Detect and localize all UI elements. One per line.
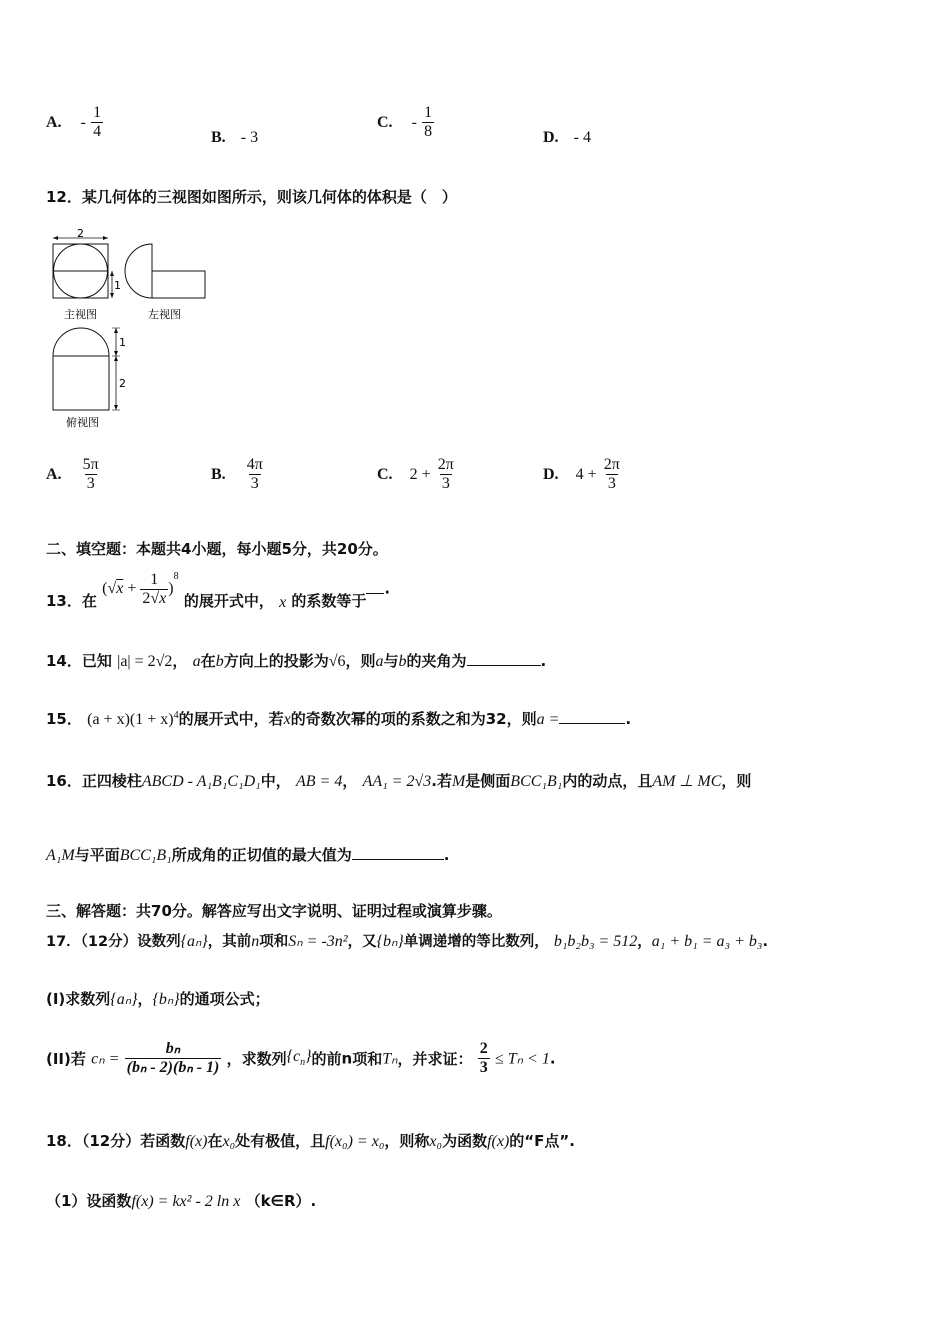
fraction: $\frac{2\pi}{3}$ [603,456,620,492]
dim-top-arc: 1 [119,336,126,349]
cn-fraction: $\frac{\text{bₙ}}{\text{(bₙ - 2)(bₙ - 1)}}$ [126,1040,220,1076]
fraction: $\frac{2\pi}{3}$ [437,456,454,492]
fraction: $\frac{5\pi}{3}$ [82,456,99,492]
q12-stem: 12．某几何体的三视图如图所示，则该几何体的体积是（ ） [46,188,457,206]
q11-option-b: B. - 3 [211,129,259,146]
vector-a-norm: |a| = 2√2 [117,653,173,670]
front-view [53,227,121,298]
q12-option-d: D. 4 + $\frac{2\pi}{3}$ [543,456,620,492]
top-view-label: 俯视图 [66,416,99,429]
q12-option-b: B. $\frac{4\pi}{3}$ [211,456,263,492]
ineq-fraction: $\frac{2}{3}$ [479,1040,488,1076]
section-3-heading: 三、解答题：共70分。解答应写出文字说明、证明过程或演算步骤。 [46,902,502,920]
fraction: $\frac{4\pi}{3}$ [246,456,263,492]
q17-part2: (II)若 cₙ = $\frac{\text{bₙ}}{\text{(bₙ - 2)(bₙ - 1)}}$ ，求数列$\{c_n\}$的前n项和Tₙ，并求证： $\frac{2}{3}$ ≤ Tₙ < 1. [46,1040,556,1076]
dim-height-front: 1 [114,279,121,292]
q18-part1: （1）设函数f(x) = kx² - 2 ln x （k∈R）. [46,1192,317,1210]
fraction: $\frac{1}{4}$ [93,104,102,140]
q11-option-c: C. - $\frac{1}{8}$ [377,104,433,140]
q17-part1: (I)求数列{aₙ}，{bₙ}的通项公式； [46,990,270,1008]
q12-option-a: A. $\frac{5\pi}{3}$ [46,456,99,492]
top-view [53,328,126,410]
q14: 14．已知 |a| = 2√2， a在b方向上的投影为√6，则a与b的夹角为 . [46,652,547,670]
q11-option-d: D. - 4 [543,129,591,146]
q16-line1: 16．正四棱柱ABCD - A₁B₁C₁D₁中， AB = 4， AA₁ = 2√3.若M是侧面BCC₁B₁内的动点，且AM ⊥ MC，则 [46,772,752,790]
dim-top-rect: 2 [119,377,126,390]
front-view-label: 主视图 [64,308,97,321]
section-2-heading: 二、填空题：本题共4小题，每小题5分，共20分。 [46,540,388,558]
side-view-label: 左视图 [148,308,181,321]
dim-width: 2 [77,227,84,240]
q16-line2: A₁M与平面BCC₁B₁所成角的正切值的最大值为 . [46,846,450,864]
q18-stem: 18．（12分）若函数f(x)在x₀处有极值，且f(x₀) = x₀，则称x₀为函数f(x)的“F点”. [46,1132,575,1150]
q11-option-a: A. - $\frac{1}{4}$ [46,104,102,140]
side-view [125,244,205,298]
three-view-figure [44,226,224,436]
fraction: $\frac{1}{8}$ [424,104,433,140]
q15: 15． $(a + x)(1 + x)^4$的展开式中，若x的奇数次幂的项的系数之和为32，则a = . [46,710,632,728]
q17-stem: 17．（12分）设数列{aₙ}，其前n项和Sₙ = -3n²，又{bₙ}单调递增的等比数列， b₁b₂b₃ = 512，a₁ + b₁ = a₃ + b₃. [46,933,768,950]
option-letter: A. [46,114,62,131]
q13: 13．在 (√ x + $\frac{1}{2√x}$ ) $^8$ 的展开式中， x 的系数等于. [46,570,391,611]
q12-option-c: C. 2 + $\frac{2\pi}{3}$ [377,456,454,492]
